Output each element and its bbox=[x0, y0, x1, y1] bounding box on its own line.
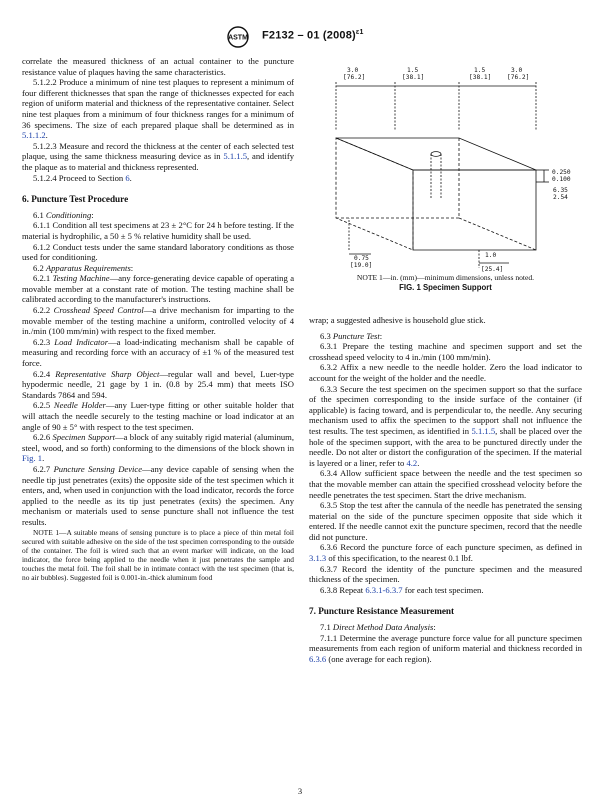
left-column bbox=[22, 56, 294, 582]
paragraph-6-2-7: 6.2.7 Puncture Sensing Device—any device capable of sensing when the needle tip just penetrates (exits) the opposite side of the test specimen which it enters, and, when used in conjunction with the load indicator, records the force applied to the needle as its tip just penetrates (exits) the specimen. Any mechanism or materials used to sense puncture shall not influence the test results. bbox=[22, 463, 294, 527]
svg-text:[38.1]: [38.1] bbox=[402, 74, 425, 81]
paragraph-6-2-6: 6.2.6 Specimen Support—a block of any suitably rigid material (aluminum, steel, wood, and so forth) conforming to the dimensions of the block shown in Fig. 1. bbox=[22, 432, 295, 464]
svg-text:1.5: 1.5 bbox=[407, 67, 419, 74]
page-header bbox=[0, 26, 600, 46]
paragraph-6-2-1: 6.2.1 Testing Machine—any force-generating device capable of operating a movable member at a constant rate of motion. The testing machine shall be calibrated according to the manufacturer's instructions. bbox=[22, 273, 295, 305]
svg-text:0.250: 0.250 bbox=[552, 169, 571, 176]
cross-ref-link[interactable]: 5.1.1.5 bbox=[223, 151, 248, 162]
figure-caption: FIG. 1 Specimen Support bbox=[399, 283, 492, 292]
figure-ref-link[interactable]: Fig. 1 bbox=[22, 453, 43, 464]
paragraph-6-1-2: 6.1.2 Conduct tests under the same standard laboratory conditions as those used for conditioning. bbox=[22, 241, 294, 263]
right-column bbox=[309, 315, 582, 664]
document-designation: F2132 – 01 $(2008)^{\varepsilon 1}$ bbox=[262, 29, 364, 42]
paragraph-5-1-2-4: 5.1.2.4 Proceed to Section 6. bbox=[33, 172, 132, 183]
paragraph-6-3-8: 6.3.8 Repeat 6.3.1-6.3.7 for each test specimen. bbox=[320, 584, 484, 595]
paragraph-6-3: 6.3 Puncture Test: bbox=[320, 330, 383, 341]
paragraph-6-3-4: 6.3.4 Allow sufficient space between the needle and the test specimen so that the movable member can attain the specified crosshead velocity before the needle penetrates the test specimen. Start the drive mechanism. bbox=[309, 468, 582, 500]
svg-text:3.0: 3.0 bbox=[511, 67, 523, 74]
svg-text:0.75: 0.75 bbox=[354, 255, 369, 262]
note-1: NOTE 1—A suitable means of sensing puncture is to place a piece of thin metal foil secured with suitable adhesive on the side of the test specimen corresponding to the outside of the container. The foil is wired such that an event marker will indicate, on the load indicator, the force being applied to the needle when it just penetrates the sample and touches the metal foil. The foil shall be in intimate contact with the test specimen (that is, no air bubbles). Suggested foil is 0.001-in.-thick aluminum food bbox=[22, 527, 294, 582]
cross-ref-link[interactable]: 6 bbox=[125, 172, 130, 183]
paragraph-6-2-3: 6.2.3 Load Indicator—a load-indicating mechanism shall be capable of measuring and recording force with an accuracy of ±1 % of the measured test force. bbox=[22, 336, 294, 369]
paragraph-7-1: 7.1 Direct Method Data Analysis: bbox=[320, 622, 436, 633]
svg-text:[25.4]: [25.4] bbox=[481, 266, 504, 273]
paragraph-6-1-1: 6.1.1 Condition all test specimens at 23 ± 2°C for 24 h before testing. If the material is hydrophilic, a 50 ± 5 % relative humidity shall be used. bbox=[22, 220, 294, 241]
paragraph-6-1: 6.1 Conditioning: bbox=[33, 209, 94, 220]
svg-text:[38.1]: [38.1] bbox=[469, 74, 492, 81]
section-heading-7: 7. Puncture Resistance Measurement bbox=[309, 606, 455, 617]
section-heading-6: 6. Puncture Test Procedure bbox=[22, 194, 129, 205]
cross-ref-link[interactable]: 6.3.1-6.3.7 bbox=[365, 584, 403, 595]
paragraph: correlate the measured thickness of an actual container to the puncture resistance value of plaques having the same characteristics. bbox=[22, 56, 294, 77]
paragraph-6-3-5: 6.3.5 Stop the test after the cannula of the needle has penetrated the sensing material on the side of the puncture specimen opposite that side which it entered. If the needle cannot exit the puncture specimen, record that the needle did not puncture. bbox=[309, 500, 582, 542]
paragraph-6-2-5: 6.2.5 Needle Holder—any Luer-type fitting or other suitable holder that will attach the needle securely to the testing machine or load indicator at an angle of 90 ± 5° with respect to the test specimen. bbox=[22, 400, 294, 432]
page-number: 3 bbox=[297, 786, 303, 796]
svg-text:0.100: 0.100 bbox=[552, 176, 571, 183]
paragraph-5-1-2-3: 5.1.2.3 Measure and record the thickness at the center of each selected test plaque, using the same thickness measuring device as in 5.1.1.5, and identify the plaque as to material and thickness represented. bbox=[22, 140, 295, 172]
cross-ref-link[interactable]: 3.1.3 bbox=[309, 553, 327, 564]
paragraph-6-3-2: 6.3.2 Affix a new needle to the needle holder. Zero the load indicator to account for the weight of the holder and the needle. bbox=[309, 362, 582, 383]
specimen-support-figure bbox=[309, 58, 582, 280]
figure-note: NOTE 1—in. (mm)—minimum dimensions, unless noted. bbox=[356, 273, 535, 282]
svg-text:1.5: 1.5 bbox=[474, 67, 486, 74]
paragraph-6-3-1: 6.3.1 Prepare the testing machine and specimen support and set the crosshead speed velocity to 4 in./min (100 mm/min). bbox=[309, 341, 582, 362]
paragraph-5-1-2-2: 5.1.2.2 Produce a minimum of nine test plaques to represent a minimum of four different thicknesses that span the range of thicknesses expected for each region of uniform material and thickness of the representative container. Select nine test plaques from a minimum of four thickness ranges for a minimum of 36 specimens. The size of each prepared plaque shall be determined as in 5.1.1.2. bbox=[22, 77, 294, 141]
svg-text:[76.2]: [76.2] bbox=[343, 74, 366, 81]
svg-text:1.0: 1.0 bbox=[485, 252, 497, 259]
cross-ref-link[interactable]: 5.1.1.2 bbox=[22, 130, 46, 141]
cross-ref-link[interactable]: 6.3.6 bbox=[309, 653, 327, 664]
paragraph-6-2: 6.2 Apparatus Requirements: bbox=[33, 262, 134, 273]
svg-text:ASTM: ASTM bbox=[228, 34, 248, 42]
cross-ref-link[interactable]: 5.1.1.5 bbox=[471, 425, 496, 436]
svg-text:6.35: 6.35 bbox=[553, 187, 568, 194]
svg-text:[19.0]: [19.0] bbox=[350, 262, 373, 269]
svg-text:2.54: 2.54 bbox=[553, 194, 568, 201]
svg-text:3.0: 3.0 bbox=[347, 67, 359, 74]
svg-text:[76.2]: [76.2] bbox=[507, 74, 530, 81]
astm-logo-icon bbox=[221, 26, 255, 48]
paragraph-6-3-6: 6.3.6 Record the puncture force of each puncture specimen, as defined in 3.1.3 of this specification, to the nearest 0.1 lbf. bbox=[309, 542, 582, 564]
paragraph-7-1-1: 7.1.1 Determine the average puncture force value for all puncture specimen measurements from each region of uniform material and thickness recorded in 6.3.6 (one average for each region). bbox=[309, 632, 582, 664]
paragraph-6-3-7: 6.3.7 Record the identity of the puncture specimen and the measured thickness of the specimen. bbox=[309, 563, 582, 585]
paragraph-continued: wrap; a suggested adhesive is household glue stick. bbox=[309, 315, 486, 325]
paragraph-6-2-4: 6.2.4 Representative Sharp Object—regular wall and bevel, Luer-type hypodermic needle, 21 gage by 1 in. (0.8 by 25.4 mm) that meets ISO Standards 7864 and 594. bbox=[22, 368, 294, 400]
cross-ref-link[interactable]: 4.2 bbox=[406, 457, 418, 468]
paragraph-6-2-2: 6.2.2 Crosshead Speed Control—a drive mechanism for imparting to the movable member of the testing machine a uniform, controlled velocity of 4 in./min (100 mm/min) with respect to the fixed member. bbox=[22, 305, 294, 337]
paragraph-6-3-3: 6.3.3 Secure the test specimen on the specimen support so that the surface of the specimen corresponding to the inside surface of the container (if applicable) is facing toward, and is perpendicular to, the needle. Any securing mechanism used to affix the specimen to the support shall not influence the test results. The test specimen, as identified in 5.1.1.5, shall be placed over the hole of the specimen support, with the area to be punctured directly under the needle. Do not alter or distort the configuration of the specimen. If the material is layered or a liner, refer to 4.2. bbox=[309, 383, 582, 468]
